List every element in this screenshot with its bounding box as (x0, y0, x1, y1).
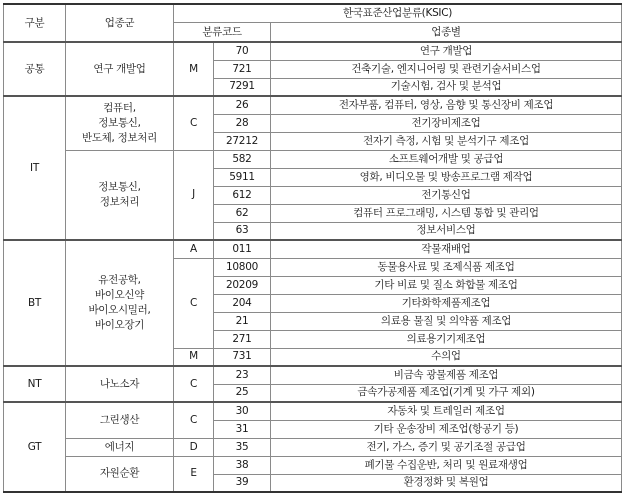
table-row (4, 240, 622, 258)
ksic-code-cell: 271 (214, 330, 271, 348)
industry-name-cell: 비금속 광물제품 제조업 (271, 366, 622, 384)
industry-name-cell: 컴퓨터 프로그래밍, 시스템 통합 및 관리업 (271, 204, 622, 222)
ksic-section-cell: C (174, 258, 214, 348)
ksic-code-cell: 70 (214, 42, 271, 60)
industry-name-cell: 금속가공제품 제조업(기계 및 가구 제외) (271, 384, 622, 402)
ksic-code-cell: 731 (214, 348, 271, 366)
industry-name-cell: 의료용기기제조업 (271, 330, 622, 348)
table-header (4, 4, 622, 42)
industry-name-cell: 환경정화 및 복원업 (271, 474, 622, 492)
ksic-classification-table (3, 3, 622, 493)
industry-name-cell: 자동차 및 트레일러 제조업 (271, 402, 622, 420)
industry-name-cell: 작물재배업 (271, 240, 622, 258)
ksic-section-cell: D (174, 438, 214, 456)
ksic-code-cell: 582 (214, 150, 271, 168)
ksic-code-cell: 5911 (214, 168, 271, 186)
industry-name-cell: 건축기술, 엔지니어링 및 관련기술서비스업 (271, 60, 622, 78)
industry-name-cell: 소프트웨어개발 및 공급업 (271, 150, 622, 168)
ksic-code-cell: 204 (214, 294, 271, 312)
header-code: 분류코드 (174, 23, 271, 43)
header-industry: 업종별 (271, 23, 622, 43)
ksic-code-cell: 27212 (214, 132, 271, 150)
ksic-code-cell: 62 (214, 204, 271, 222)
industry-name-cell: 동물용사료 및 조제식품 제조업 (271, 258, 622, 276)
industry-name-cell: 연구 개발업 (271, 42, 622, 60)
table-row (4, 438, 622, 456)
sector-cell: GT (4, 402, 66, 492)
business-group-cell: 연구 개발업 (66, 42, 174, 96)
ksic-section-cell: M (174, 348, 214, 366)
ksic-code-cell: 30 (214, 402, 271, 420)
table-row (4, 42, 622, 60)
industry-name-cell: 폐기물 수집운반, 처리 및 원료재생업 (271, 456, 622, 474)
industry-name-cell: 전기통신업 (271, 186, 622, 204)
ksic-code-cell: 721 (214, 60, 271, 78)
business-group-cell: 유전공학, 바이오신약 바이오시밀러, 바이오장기 (66, 240, 174, 366)
header-business-group: 업종군 (66, 4, 174, 42)
ksic-section-cell: E (174, 456, 214, 492)
industry-name-cell: 기술시험, 검사 및 분석업 (271, 78, 622, 96)
industry-name-cell: 수의업 (271, 348, 622, 366)
ksic-section-cell: C (174, 402, 214, 438)
ksic-table-container (3, 3, 621, 493)
ksic-code-cell: 011 (214, 240, 271, 258)
industry-name-cell: 의료용 물질 및 의약품 제조업 (271, 312, 622, 330)
industry-name-cell: 전자기 측정, 시험 및 분석기구 제조업 (271, 132, 622, 150)
ksic-section-cell: A (174, 240, 214, 258)
sector-cell: 공통 (4, 42, 66, 96)
table-row (4, 402, 622, 420)
header-ksic: 한국표준산업분류(KSIC) (174, 4, 622, 23)
ksic-code-cell: 7291 (214, 78, 271, 96)
ksic-code-cell: 28 (214, 114, 271, 132)
table-row (4, 150, 622, 168)
industry-name-cell: 전기장비제조업 (271, 114, 622, 132)
business-group-cell: 정보통신, 정보처리 (66, 150, 174, 240)
sector-cell: NT (4, 366, 66, 402)
header-sector: 구분 (4, 4, 66, 42)
ksic-code-cell: 612 (214, 186, 271, 204)
industry-name-cell: 기타 운송장비 제조업(항공기 등) (271, 420, 622, 438)
business-group-cell: 나노소자 (66, 366, 174, 402)
ksic-section-cell: C (174, 366, 214, 402)
table-row (4, 366, 622, 384)
ksic-code-cell: 63 (214, 222, 271, 240)
table-body (4, 42, 622, 492)
business-group-cell: 컴퓨터, 정보통신, 반도체, 정보처리 (66, 96, 174, 150)
industry-name-cell: 정보서비스업 (271, 222, 622, 240)
ksic-code-cell: 10800 (214, 258, 271, 276)
sector-cell: BT (4, 240, 66, 366)
ksic-code-cell: 38 (214, 456, 271, 474)
business-group-cell: 그린생산 (66, 402, 174, 438)
ksic-code-cell: 25 (214, 384, 271, 402)
industry-name-cell: 전기, 가스, 증기 및 공기조절 공급업 (271, 438, 622, 456)
sector-cell: IT (4, 96, 66, 240)
industry-name-cell: 기타 비료 및 질소 화합물 제조업 (271, 276, 622, 294)
industry-name-cell: 전자부품, 컴퓨터, 영상, 음향 및 통신장비 제조업 (271, 96, 622, 114)
ksic-section-cell: M (174, 42, 214, 96)
ksic-code-cell: 21 (214, 312, 271, 330)
ksic-code-cell: 31 (214, 420, 271, 438)
ksic-code-cell: 26 (214, 96, 271, 114)
ksic-code-cell: 35 (214, 438, 271, 456)
business-group-cell: 자원순환 (66, 456, 174, 492)
ksic-code-cell: 39 (214, 474, 271, 492)
table-row (4, 96, 622, 114)
industry-name-cell: 기타화학제품제조업 (271, 294, 622, 312)
ksic-code-cell: 20209 (214, 276, 271, 294)
business-group-cell: 에너지 (66, 438, 174, 456)
industry-name-cell: 영화, 비디오물 및 방송프로그램 제작업 (271, 168, 622, 186)
ksic-section-cell: J (174, 150, 214, 240)
ksic-code-cell: 23 (214, 366, 271, 384)
ksic-section-cell: C (174, 96, 214, 150)
